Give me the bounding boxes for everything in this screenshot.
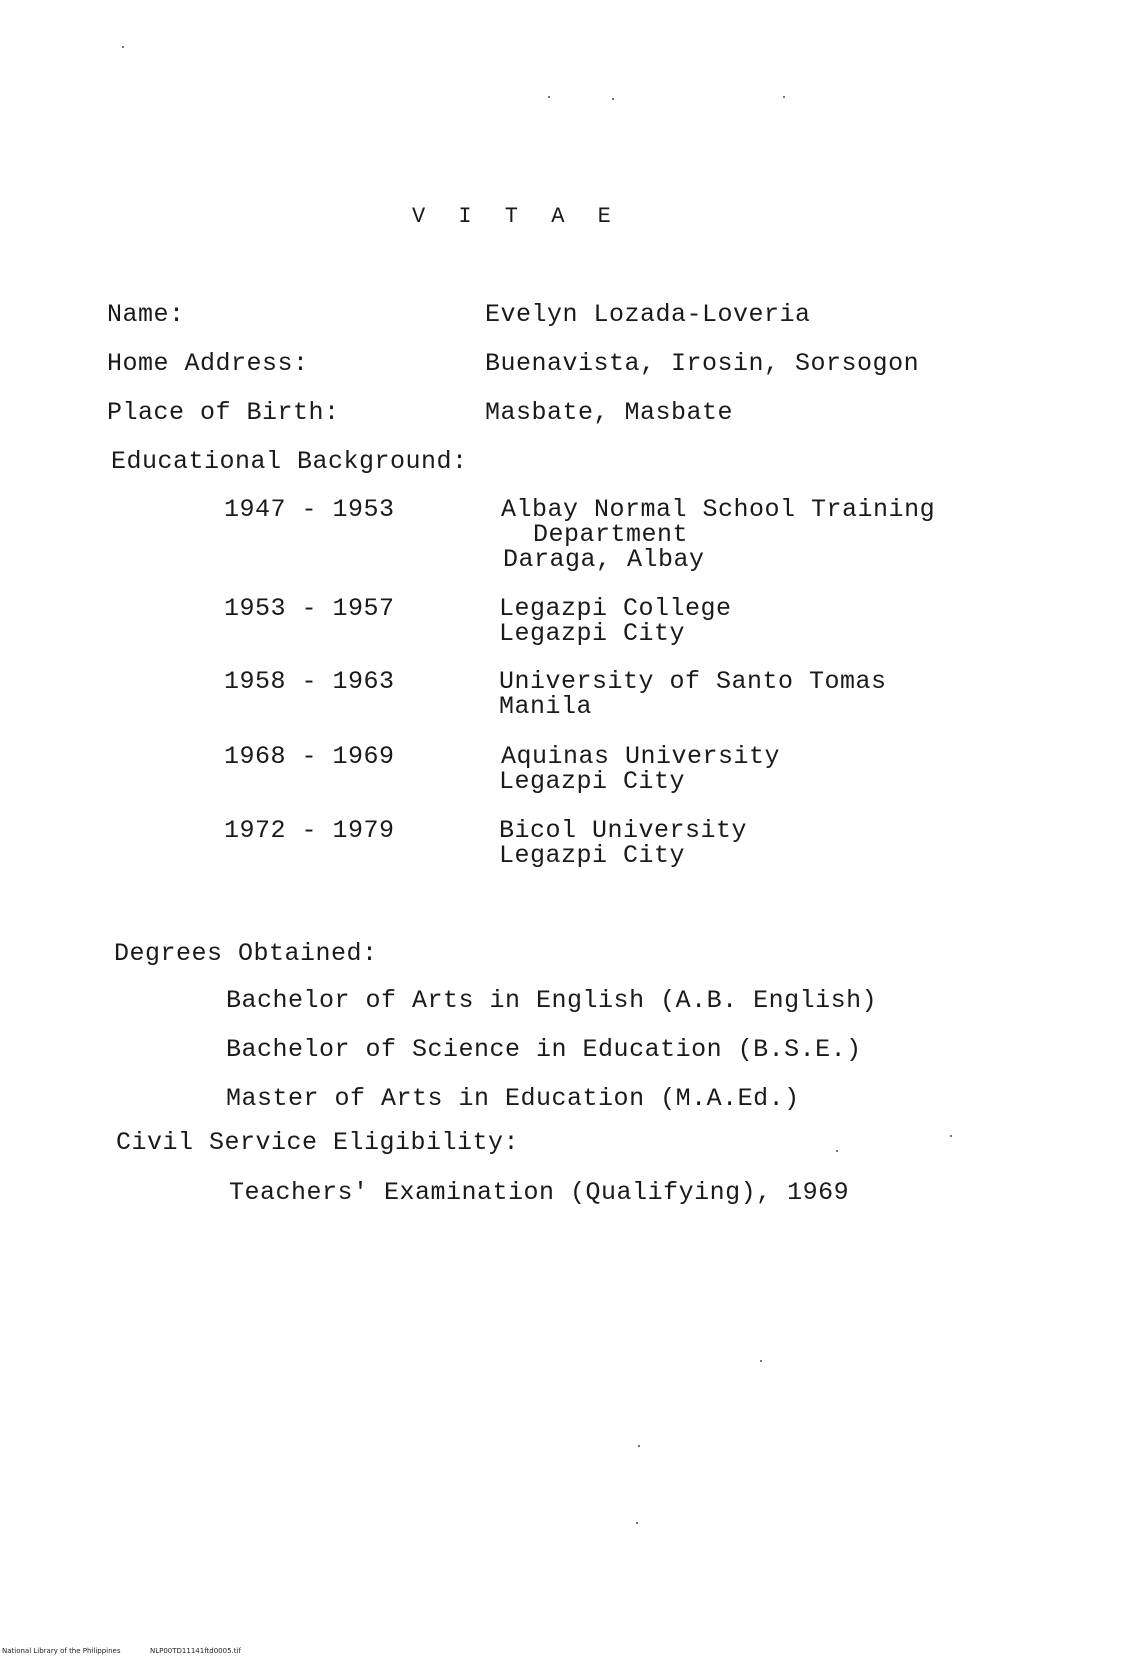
scan-speck: [950, 1135, 952, 1137]
scan-speck: [548, 96, 550, 98]
degree-item: Bachelor of Arts in English (A.B. English): [226, 986, 878, 1015]
education-years: 1958 - 1963: [224, 667, 395, 696]
scan-speck: [612, 98, 614, 100]
degree-item: Bachelor of Science in Education (B.S.E.): [226, 1035, 862, 1064]
education-location: Legazpi City: [499, 841, 686, 870]
education-school: Aquinas University: [501, 742, 781, 771]
name-value: Evelyn Lozada-Loveria: [485, 300, 811, 329]
education-school: Albay Normal School Training: [501, 495, 936, 524]
education-school: Bicol University: [499, 816, 748, 845]
footer-filename: NLP00TD11141ftd0005.tif: [150, 1647, 241, 1655]
civil-service-label: Civil Service Eligibility:: [116, 1128, 520, 1157]
footer-library: National Library of the Philippines: [2, 1647, 121, 1655]
education-location: Daraga, Albay: [503, 545, 705, 574]
page-title: V I T A E: [412, 204, 621, 229]
education-years: 1972 - 1979: [224, 816, 395, 845]
scan-speck: [836, 1150, 838, 1152]
scan-speck: [636, 1522, 638, 1524]
scan-speck: [638, 1445, 640, 1447]
degree-item: Master of Arts in Education (M.A.Ed.): [226, 1084, 800, 1113]
civil-service-item: Teachers' Examination (Qualifying), 1969: [229, 1178, 850, 1207]
scan-speck: [760, 1360, 762, 1362]
birth-value: Masbate, Masbate: [485, 398, 734, 427]
name-label: Name:: [107, 300, 185, 329]
scan-speck: [783, 96, 785, 98]
education-school: Legazpi College: [499, 594, 732, 623]
address-value: Buenavista, Irosin, Sorsogon: [485, 349, 920, 378]
scan-speck: [122, 46, 124, 48]
degrees-label: Degrees Obtained:: [114, 939, 378, 968]
education-location: Legazpi City: [499, 767, 686, 796]
birth-label: Place of Birth:: [107, 398, 340, 427]
education-school: University of Santo Tomas: [499, 667, 887, 696]
address-label: Home Address:: [107, 349, 309, 378]
education-years: 1953 - 1957: [224, 594, 395, 623]
education-label: Educational Background:: [111, 447, 468, 476]
education-location: Manila: [499, 692, 593, 721]
education-location: Legazpi City: [499, 619, 686, 648]
education-years: 1968 - 1969: [224, 742, 395, 771]
education-years: 1947 - 1953: [224, 495, 395, 524]
education-school-cont: Department: [533, 520, 689, 549]
